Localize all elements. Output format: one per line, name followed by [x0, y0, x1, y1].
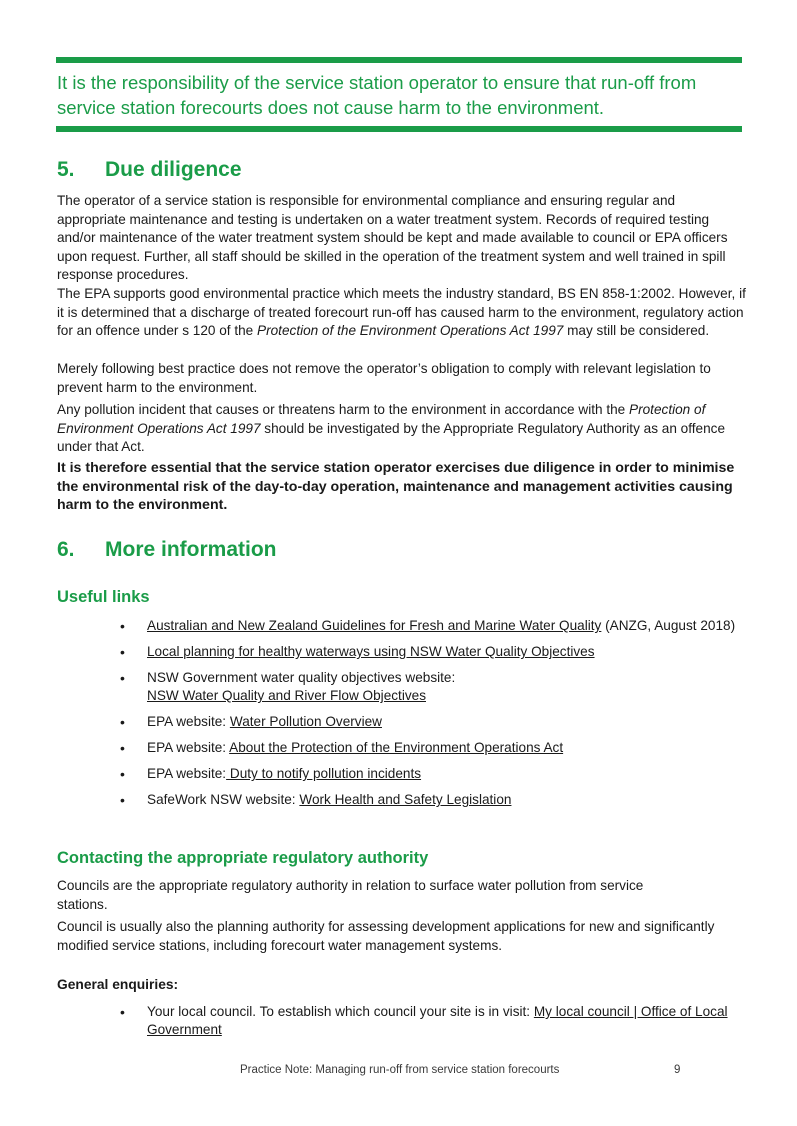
paragraph: Councils are the appropriate regulatory authority in relation to surface water pollution from service stations.	[57, 878, 644, 912]
link-water-pollution-overview[interactable]: Water Pollution Overview	[229, 714, 382, 729]
list-item: • SafeWork NSW website: Work Health and Safety Legislation	[120, 791, 740, 809]
section-number: 6.	[57, 538, 75, 561]
top-rule	[56, 57, 742, 63]
section-6-heading	[57, 538, 277, 562]
section-5-heading	[57, 158, 242, 182]
bottom-rule	[56, 126, 742, 132]
paragraph: The EPA supports good environmental practice which meets the industry standard, BS EN 858-1:2002. However, if it is determined that a discharge of treated forecourt run-off has caused harm to the environment, regulatory action for an offence under s 120 of the Protection of the Environment Operations Act 1997 may still be considered.	[57, 286, 746, 338]
link-poeo-act[interactable]: About the Protection of the Environment Operations Act	[229, 740, 564, 755]
list-item: • Australian and New Zealand Guidelines for Fresh and Marine Water Quality (ANZG, August 2018)	[120, 617, 740, 635]
list-item: • EPA website: About the Protection of the Environment Operations Act	[120, 739, 740, 757]
section-title: More information	[105, 538, 277, 561]
act-title: Protection of the Environment Operations Act 1997	[257, 323, 564, 338]
general-enquiries-label: General enquiries:	[57, 977, 179, 992]
link-water-quality-objectives[interactable]: NSW Water Quality and River Flow Objectives	[147, 688, 426, 703]
link-my-local-council[interactable]: My local council | Office of Local Government	[147, 1004, 728, 1037]
contact-heading: Contacting the appropriate regulatory authority	[57, 849, 429, 867]
enquiries-list	[120, 1003, 740, 1039]
act-title: Protection of Environment Operations Act 1997	[57, 402, 706, 436]
section-number: 5.	[57, 158, 75, 181]
link-whs-legislation[interactable]: Work Health and Safety Legislation	[299, 792, 512, 807]
list-item: • NSW Government water quality objectives website: NSW Water Quality and River Flow Objectives	[120, 669, 740, 705]
paragraph: The operator of a service station is responsible for environmental compliance and ensuring regular and appropriate maintenance and testing is undertaken on a water treatment system. Records of required testing and/or maintenance of the water treatment system should be kept and made available to council or EPA officers upon request. Further, all staff should be skilled in the operation of the treatment system and well trained in spill response procedures.	[57, 193, 728, 282]
link-duty-to-notify[interactable]: Duty to notify pollution incidents	[226, 766, 422, 781]
paragraph: Council is usually also the planning authority for assessing development applications for new and significantly modified service stations, including forecourt water management systems.	[57, 919, 715, 953]
link-local-planning[interactable]: Local planning for healthy waterways using NSW Water Quality Objectives	[147, 644, 595, 659]
paragraph-emphasis: It is therefore essential that the service station operator exercises due diligence in order to minimise the environmental risk of the day-to-day operation, maintenance and management activities causing harm to the environment.	[57, 460, 735, 513]
link-anzg-guidelines[interactable]: Australian and New Zealand Guidelines for Fresh and Marine Water Quality	[147, 618, 602, 633]
list-item	[120, 643, 740, 661]
list-item: • Your local council. To establish which council your site is in visit: My local council | Office of Local Government	[120, 1003, 740, 1039]
list-item: • EPA website: Water Pollution Overview	[120, 713, 740, 731]
callout-text: It is the responsibility of the service station operator to ensure that run-off from service station forecourts does not cause harm to the environment.	[57, 72, 697, 118]
useful-links-list	[120, 617, 740, 809]
list-item: • EPA website: Duty to notify pollution incidents	[120, 765, 740, 783]
paragraph: Merely following best practice does not remove the operator’s obligation to comply with relevant legislation to prevent harm to the environment.	[57, 361, 711, 395]
section-title: Due diligence	[105, 158, 242, 181]
useful-links-heading: Useful links	[57, 588, 150, 606]
footer-text: Practice Note: Managing run-off from service station forecourts	[240, 1064, 560, 1076]
paragraph: Any pollution incident that causes or threatens harm to the environment in accordance with the Protection of Environment Operations Act 1997 should be investigated by the Appropriate Regulatory Authority as an offence under that Act.	[57, 402, 726, 454]
page-number: 9	[674, 1064, 681, 1076]
